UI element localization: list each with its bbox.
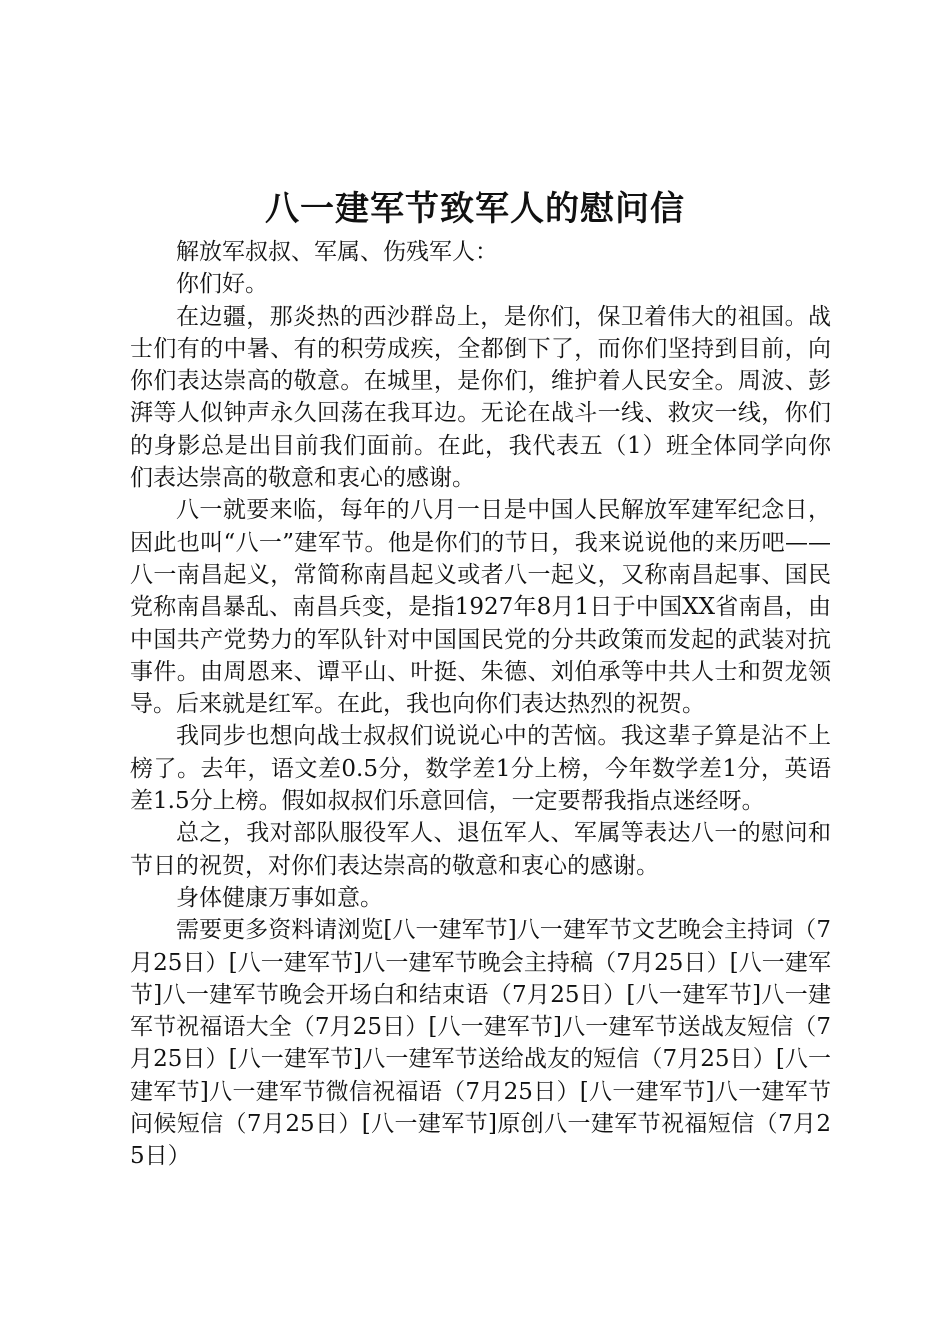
paragraph-frontier: 在边疆，那炎热的西沙群岛上，是你们，保卫着伟大的祖国。战士们有的中暑、有的积劳成疾，全都倒下了，而你们坚持到目前，向你们表达崇高的敬意。在城里，是你们，维护着人民安全。周波、彭湃等人似钟声永久回荡在我耳边。无论在战斗一线、救灾一线，你们的身影总是出目前我们面前。在此，我代表五（1）班全体同学向你们表达崇高的敬意和衷心的感谢。 — [130, 303, 831, 492]
paragraph-conclusion: 总之，我对部队服役军人、退伍军人、军属等表达八一的慰问和节日的祝贺，对你们表达崇高的敬意和衷心的感谢。 — [130, 820, 831, 879]
paragraph-wishes: 身体健康万事如意。 — [176, 884, 383, 911]
salutation: 解放军叔叔、军属、伤残军人： — [176, 239, 498, 265]
paragraph-history: 八一就要来临，每年的八月一日是中国人民解放军建军纪念日，因此也叫“八一”建军节。他是你们的节日，我来说说他的来历吧——八一南昌起义，常简称南昌起义或者八一起义，又称南昌起事、国民党称南昌暴乱、南昌兵变，是指1927年8月1日于中国XX省南昌，由中国共产党势力的军队针对中国国民党的分共政策而发起的武装对抗事件。由周恩来、谭平山、叶挺、朱德、刘伯承等中共人士和贺龙领导。后来就是红军。在此，我也向你们表达热烈的祝贺。 — [130, 497, 831, 718]
document-title: 八一建军节致军人的慰问信 — [265, 189, 685, 229]
paragraph-more-resources: 需要更多资料请浏览[八一建军节]八一建军节文艺晚会主持词（7月25日）[八一建军节]八一建军节晚会主持稿（7月25日）[八一建军节]八一建军节晚会开场白和结束语（7月25日）[八一建军节]八一建军节祝福语大全（7月25日）[八一建军节]八一建军节送战友短信（7月25日）[八一建军节]八一建军节送给战友的短信（7月25日）[八一建军节]八一建军节微信祝福语（7月25日）[八一建军节]八一建军节问候短信（7月25日）[八一建军节]原创八一建军节祝福短信（7月25日） — [130, 917, 831, 1170]
greeting: 你们好。 — [176, 271, 268, 298]
letter-body — [130, 236, 831, 1173]
paragraph-worries: 我同步也想向战士叔叔们说说心中的苦恼。我这辈子算是沾不上榜了。去年，语文差0.5分，数学差1分上榜，今年数学差1分，英语差1.5分上榜。假如叔叔们乐意回信，一定要帮我指点迷经呀。 — [130, 723, 831, 815]
